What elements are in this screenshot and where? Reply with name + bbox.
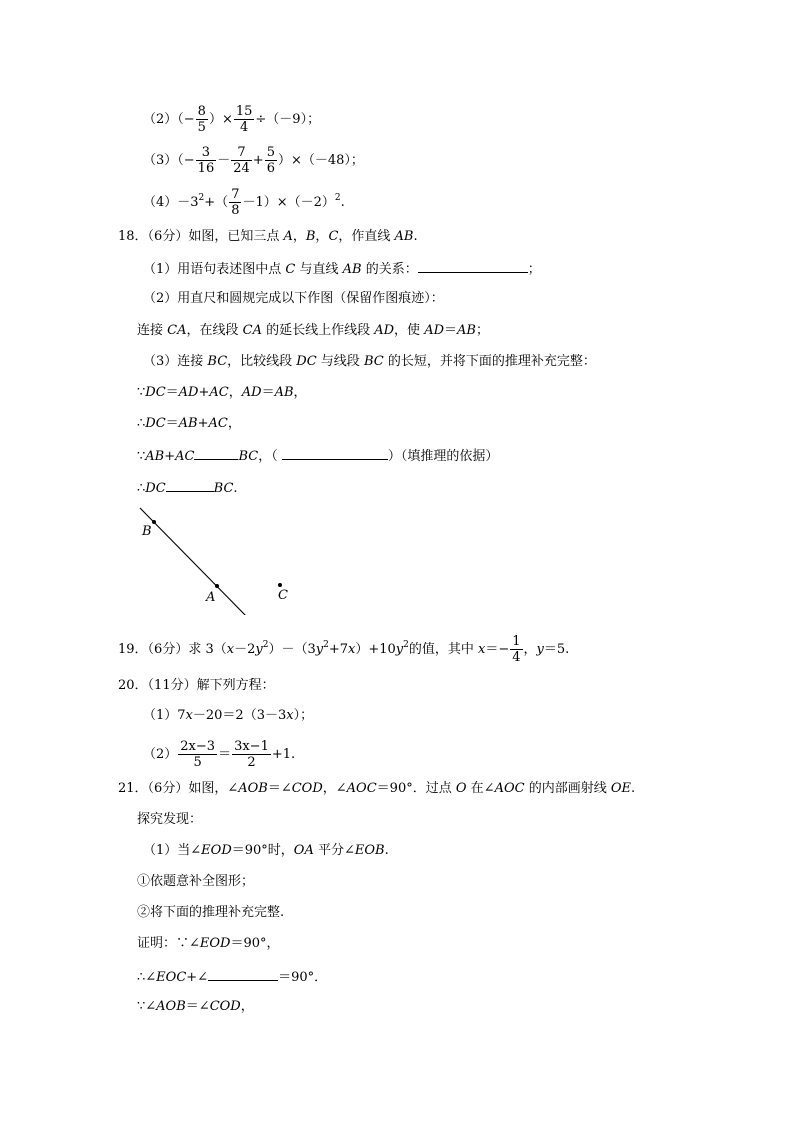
fraction: $\frac{15}{4}$ xyxy=(235,104,253,135)
q20-part-2: （2） $\frac{2x-3}{5}$ ＝ $\frac{3x-1}{2}$ +1. xyxy=(143,739,296,770)
q18-proof-step-4: ∴DC BC. xyxy=(137,477,238,499)
fraction: $\frac{3x-1}{2}$ xyxy=(234,739,269,770)
q21-subtask-2: ②将下面的推理补充完整. xyxy=(137,905,285,920)
q18-part-2: （2）用直尺和圆规完成以下作图（保留作图痕迹）： xyxy=(143,291,444,306)
answer-blank[interactable] xyxy=(208,966,278,981)
q17-part-2: （2）（− $\frac{8}{5}$ ）× $\frac{15}{4}$ ÷（－9）； xyxy=(143,104,321,135)
fraction: $\frac{2x-3}{5}$ xyxy=(180,739,216,770)
fraction: $\frac{3}{16}$ xyxy=(197,145,215,176)
q18-part-3: （3）连接 BC，比较线段 DC 与线段 BC 的长短，并将下面的推理补充完整： xyxy=(143,354,596,369)
fraction: $\frac{5}{6}$ xyxy=(266,145,275,176)
q20-heading: 20．（11分）解下列方程： xyxy=(118,678,275,693)
q21-proof-step-2: ∴∠EOC+∠ ＝90°． xyxy=(137,966,327,988)
q20-part-1: （1）7x－20＝2（3－3x）； xyxy=(143,708,314,723)
q21-subtask-1: ①依题意补全图形； xyxy=(137,874,255,889)
q17-part-4: $(4)-3^2+$（ $\frac{7}{8}$ $-1)\times(-2)^2$. xyxy=(143,187,345,218)
fraction: $\frac{8}{5}$ xyxy=(197,104,206,135)
q18-part-1: （1）用语句表述图中点 C 与直线 AB 的关系： ； xyxy=(143,258,541,280)
q18-figure xyxy=(130,500,310,615)
q21-part-1: （1）当∠EOD＝90°时，OA 平分∠EOB. xyxy=(143,843,389,858)
fraction: $\frac{7}{24}$ xyxy=(233,145,250,176)
q18-proof-step-3: ∵AB+AC BC，（ ）（填推理的依据） xyxy=(137,445,498,467)
q21-heading: 21．（6分）如图，∠AOB＝∠COD，∠AOC＝90°．过点 O 在∠AOC 的内部画射线 OE. xyxy=(118,781,636,796)
q17-part-3: （3）（− $\frac{3}{16}$ － $\frac{7}{24}$ + $\frac{5}{6}$ ）×（－48）； xyxy=(143,145,364,176)
answer-blank[interactable] xyxy=(166,477,214,492)
point-c xyxy=(278,583,282,587)
q21-proof-step-1: 证明：∵∠EOD＝90°， xyxy=(137,936,280,951)
label-c: C xyxy=(278,588,288,603)
q19: 19．（6分）求 $3(x-2y^2)-(3y^2+7x)+10y^2$的值，其中 x＝− $\frac{1}{4}$ ，y＝5. xyxy=(118,634,570,665)
answer-blank[interactable] xyxy=(418,258,528,273)
q21-explore: 探究发现： xyxy=(137,812,203,827)
q21-proof-step-3: ∵∠AOB＝∠COD， xyxy=(137,999,254,1014)
point-b xyxy=(152,520,156,524)
point-a xyxy=(215,584,219,588)
fraction: $\frac{7}{8}$ xyxy=(231,187,240,218)
q18-proof-step-2: ∴DC＝AB+AC， xyxy=(137,416,241,431)
label-b: B xyxy=(142,524,152,539)
answer-blank[interactable] xyxy=(194,445,238,460)
q18-part-2-instruction: 连接 CA，在线段 CA 的延长线上作线段 AD，使 AD＝AB； xyxy=(137,323,489,338)
label-a: A xyxy=(206,590,216,605)
q18-proof-step-1: ∵DC＝AD+AC，AD＝AB， xyxy=(137,385,307,400)
fraction: $\frac{1}{4}$ xyxy=(512,634,521,665)
q18-heading: 18．（6分）如图，已知三点 A，B，C，作直线 AB. xyxy=(118,229,418,244)
answer-blank[interactable] xyxy=(282,445,388,460)
line-ab xyxy=(140,508,250,615)
